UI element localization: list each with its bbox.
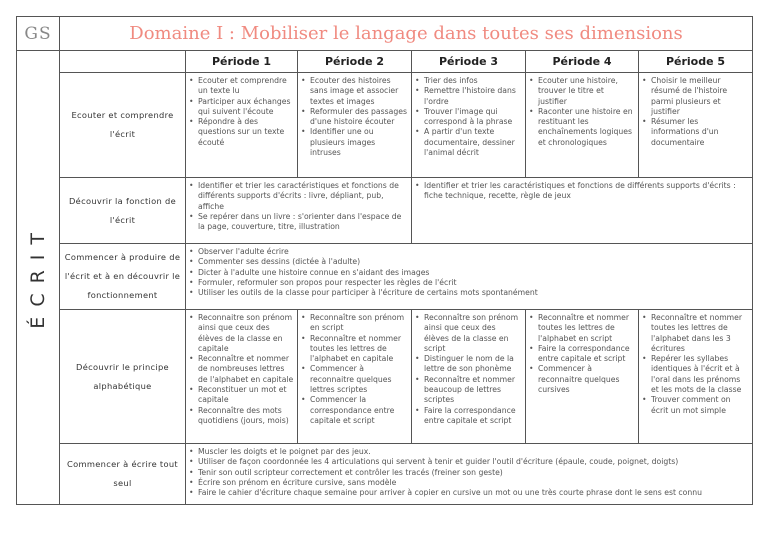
list-item: • Dicter à l'adulte une histoire connue en s'aidant des images — [189, 268, 749, 278]
list-item: • Trouver comment on écrit un mot simple — [642, 395, 749, 416]
list-item: • Ecouter et comprendre un texte lu — [189, 76, 294, 97]
list-item: • Faire la correspondance entre capitale et script — [415, 406, 522, 427]
period-header: Période 3 — [412, 51, 526, 73]
list-item: • Repérer les syllabes identiques à l'écrit et à l'oral dans les prénoms et les mots de la classe — [642, 354, 749, 395]
objectives-cell — [412, 73, 526, 178]
objectives-cell — [186, 244, 753, 310]
side-label: ÉCRIT — [27, 222, 49, 329]
list-item: • Commencer à reconnaitre quelques cursives — [529, 364, 635, 395]
page-title: Domaine I : Mobiliser le langage dans toutes ses dimensions — [60, 17, 753, 51]
list-item: • Participer aux échanges qui suivent l'écoute — [189, 97, 294, 118]
objectives-cell — [186, 178, 412, 244]
program-table — [16, 16, 753, 505]
row-label: Commencer à écrire tout seul — [60, 444, 186, 505]
list-item: • Identifier une ou plusieurs images intruses — [301, 127, 408, 158]
list-item: • Utiliser les outils de la classe pour participer à l'écriture de certains mots spontanément — [189, 288, 749, 298]
list-item: • Raconter une histoire en restituant les enchaînements logiques et chronologiques — [529, 107, 635, 148]
objectives-cell — [298, 310, 412, 444]
list-item: • Ecouter des histoires sans image et associer textes et images — [301, 76, 408, 107]
table-row — [17, 310, 753, 444]
side-label-cell — [17, 51, 60, 505]
list-item: • Ecouter une histoire, trouver le titre et justifier — [529, 76, 635, 107]
list-item: • Reformuler des passages d'une histoire écouter — [301, 107, 408, 128]
list-item: • Trouver l'image qui correspond à la phrase — [415, 107, 522, 128]
period-header: Période 1 — [186, 51, 298, 73]
list-item: • Utiliser de façon coordonnée les 4 articulations qui servent à tenir et guider l'outil d'écriture (épaule, coude, poignet, doigts) — [189, 457, 749, 467]
table-row — [17, 444, 753, 505]
objectives-cell — [526, 73, 639, 178]
list-item: • A partir d'un texte documentaire, dessiner l'animal décrit — [415, 127, 522, 158]
list-item: • Reconnaître et nommer beaucoup de lettres scriptes — [415, 375, 522, 406]
period-header: Période 2 — [298, 51, 412, 73]
list-item: • Commenter ses dessins (dictée à l'adulte) — [189, 257, 749, 267]
list-item: • Reconnaître et nommer toutes les lettres de l'alphabet dans les 3 écritures — [642, 313, 749, 354]
list-item: • Muscler les doigts et le poignet par des jeux. — [189, 447, 749, 457]
list-item: • Reconnaître son prénom en script — [301, 313, 408, 334]
list-item: • Reconstituer un mot et capitale — [189, 385, 294, 406]
objectives-cell — [639, 310, 753, 444]
table-row — [17, 73, 753, 178]
table-row — [17, 178, 753, 244]
list-item: • Reconnaître et nommer de nombreuses lettres de l'alphabet en capitale — [189, 354, 294, 385]
list-item: • Trier des infos — [415, 76, 522, 86]
objectives-cell — [526, 310, 639, 444]
row-label: Ecouter et comprendre l'écrit — [60, 73, 186, 178]
level-label: GS — [17, 17, 60, 51]
list-item: • Reconnaître et nommer toutes les lettres de l'alphabet en capitale — [301, 334, 408, 365]
period-header: Période 4 — [526, 51, 639, 73]
list-item: • Reconnaître son prénom ainsi que ceux des élèves de la classe en script — [415, 313, 522, 354]
list-item: • Se repérer dans un livre : s'orienter dans l'espace de la page, couverture, titre, illustration — [189, 212, 408, 233]
list-item: • Faire le cahier d'écriture chaque semaine pour arriver à copier en cursive un mot ou une très courte phrase dont le sens est connu — [189, 488, 749, 498]
list-item: • Commencer la correspondance entre capitale et script — [301, 395, 408, 426]
list-item: • Reconnaître et nommer toutes les lettres de l'alphabet en script — [529, 313, 635, 344]
list-item: • Choisir le meilleur résumé de l'histoire parmi plusieurs et justifier — [642, 76, 749, 117]
list-item: • Identifier et trier les caractéristiques et fonctions de différents supports d'écrits : livre, dépliant, pub, affiche — [189, 181, 408, 212]
list-item: • Distinguer le nom de la lettre de son phonème — [415, 354, 522, 375]
list-item: • Formuler, reformuler son propos pour respecter les règles de l'écrit — [189, 278, 749, 288]
objectives-cell — [298, 73, 412, 178]
period-header: Période 5 — [639, 51, 753, 73]
list-item: • Reconnaitre son prénom ainsi que ceux des élèves de la classe en capitale — [189, 313, 294, 354]
corner-cell — [60, 51, 186, 73]
objectives-cell — [186, 310, 298, 444]
list-item: • Remettre l'histoire dans l'ordre — [415, 86, 522, 107]
objectives-cell — [412, 310, 526, 444]
row-label: Commencer à produire de l'écrit et à en découvrir le fonctionnement — [60, 244, 186, 310]
list-item: • Résumer les informations d'un documentaire — [642, 117, 749, 148]
objectives-cell — [639, 73, 753, 178]
list-item: • Observer l'adulte écrire — [189, 247, 749, 257]
row-label: Découvrir le principe alphabétique — [60, 310, 186, 444]
objectives-cell — [186, 73, 298, 178]
row-label: Découvrir la fonction de l'écrit — [60, 178, 186, 244]
list-item: • Commencer à reconnaitre quelques lettres scriptes — [301, 364, 408, 395]
list-item: • Reconnaître des mots quotidiens (jours, mois) — [189, 406, 294, 427]
table-row — [17, 244, 753, 310]
list-item: • Faire la correspondance entre capitale et script — [529, 344, 635, 365]
objectives-cell — [186, 444, 753, 505]
list-item: • Répondre à des questions sur un texte écouté — [189, 117, 294, 148]
list-item: • Tenir son outil scripteur correctement et contrôler les tracés (freiner son geste) — [189, 468, 749, 478]
list-item: • Écrire son prénom en écriture cursive, sans modèle — [189, 478, 749, 488]
objectives-cell — [412, 178, 753, 244]
list-item: • Identifier et trier les caractéristiques et fonctions de différents supports d'écrits : fiche technique, recette, règle de jeux — [415, 181, 749, 202]
